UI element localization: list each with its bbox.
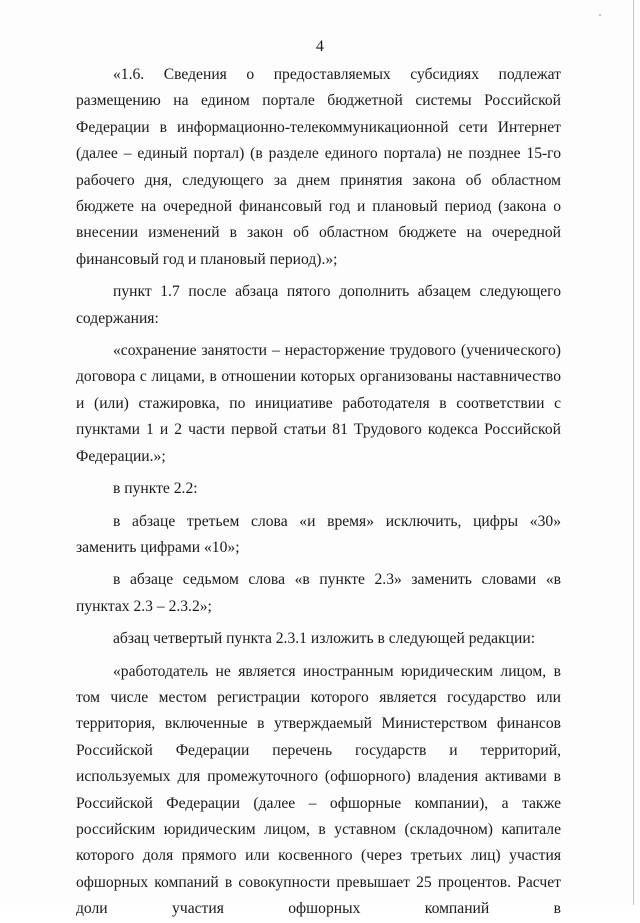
page-number: 4 [315,38,325,55]
paragraph-point-1-7: пункт 1.7 после абзаца пятого дополнить абзацем следующего содержания: [76,283,561,327]
paragraph-seventh-clause: в абзаце седьмом слова «в пункте 2.3» заменить словами «в пунктах 2.3 – 2.3.2»; [76,571,561,615]
paragraph-subsidy-info: «1.6. Сведения о предоставляемых субсидиях подлежат размещению на едином портале бюджетной системы Российской Федерации в информационно-телекоммуникационной сети Интернет (далее – единый портал) (в разделе единого портала) не позднее 15-го рабочего дня, следующего за днем принятия закона об областном бюджете на очередной финансовый год и плановый период (закона о внесении изменений в закон об областном бюджете на очередной финансовый год и плановый период).»; [76,66,561,268]
paragraph-employment-preservation: «сохранение занятости – нерасторжение трудового (ученического) договора с лицами, в отношении которых организованы наставничество и (или) стажировка, по инициативе работодателя в соответствии с пунктами 1 и 2 части первой статьи 81 Трудового кодекса Российской Федерации.»; [76,342,561,465]
paragraph-point-2-3-1: абзац четвертый пункта 2.3.1 изложить в следующей редакции: [113,630,536,648]
scan-edge-mark [633,0,634,905]
scan-dust-mark [599,14,601,16]
paragraph-point-2-2: в пункте 2.2: [113,480,198,498]
document-body [76,62,561,923]
paragraph-third-clause: в абзаце третьем слова «и время» исключить, цифры «30» заменить цифрами «10»; [76,512,561,556]
paragraph-employer-requirement: «работодатель не является иностранным юридическим лицом, в том числе местом регистрации которого является государство или территория, включенные в утверждаемый Министерством финансов Российской Федерации перечень государств и территорий, используемых для промежуточного (офшорного) владения активами в Российской Федерации (далее – офшорные компании), а также российским юридическим лицом, в уставном (складочном) капитале которого доля прямого или косвенного (через третьих лиц) участия офшорных компаний в совокупности превышает 25 процентов. Расчет доли участия офшорных компаний в [76,662,561,918]
